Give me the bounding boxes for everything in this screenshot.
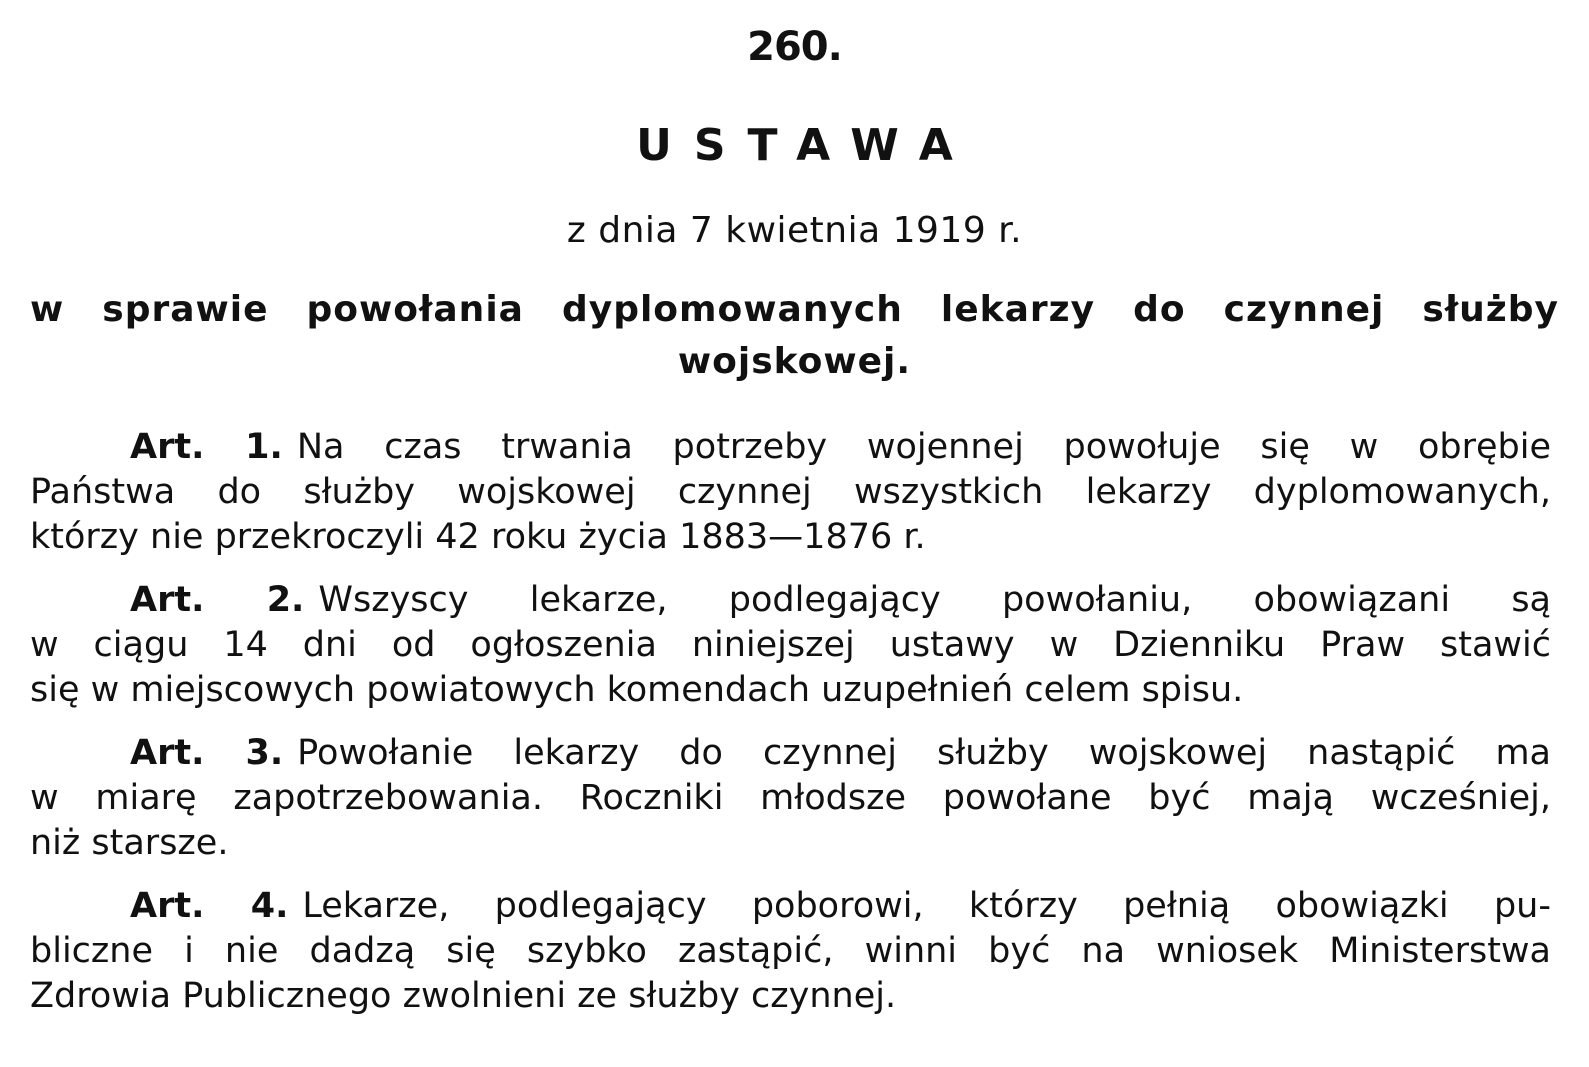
act-subject-line-2: wojskowej. (677, 341, 912, 382)
act-subject (30, 284, 1559, 388)
article-label: Art. 3. (130, 733, 284, 773)
act-title: USTAWA (636, 120, 975, 171)
article-1 (30, 425, 1551, 560)
article-line: Państwa do służby wojskowej czynnej wszystkich lekarzy dyplomowanych, (30, 472, 1551, 512)
article-line: Zdrowia Publicznego zwolnieni ze służby czynnej. (30, 976, 897, 1016)
article-line: w ciągu 14 dni od ogłoszenia niniejszej ustawy w Dzienniku Praw stawić (30, 625, 1551, 665)
article-text: Na czas trwania potrzeby wojennej powołuje się w obrębie (296, 427, 1551, 467)
document-number: 260. (747, 24, 842, 70)
article-line: w miarę zapotrzebowania. Roczniki młodsze powołane być mają wcześniej, (30, 778, 1551, 818)
act-date: z dnia 7 kwietnia 1919 r. (566, 210, 1023, 251)
article-line (30, 425, 1551, 470)
article-line: się w miejscowych powiatowych komendach uzupełnień celem spisu. (30, 670, 1244, 710)
articles-list (30, 425, 1551, 1037)
article-text: Powołanie lekarzy do czynnej służby wojskowej nastąpić ma (297, 733, 1551, 773)
article-line (30, 578, 1551, 623)
article-2 (30, 578, 1551, 713)
article-label: Art. 1. (130, 427, 283, 467)
article-line: którzy nie przekroczyli 42 roku życia 1883—1876 r. (30, 517, 926, 557)
article-text: Lekarze, podlegający poborowi, którzy pełnią obowiązki pu- (302, 886, 1551, 926)
article-label: Art. 4. (130, 886, 289, 926)
article-line: bliczne i nie dadzą się szybko zastąpić, winni być na wniosek Ministerstwa (30, 931, 1551, 971)
article-line: niż starsze. (30, 823, 229, 863)
article-text: Wszyscy lekarze, podlegający powołaniu, obowiązani są (318, 580, 1551, 620)
article-line (30, 731, 1551, 776)
article-line (30, 884, 1551, 929)
article-label: Art. 2. (130, 580, 305, 620)
article-3 (30, 731, 1551, 866)
act-subject-line-1: w sprawie powołania dyplomowanych lekarzy do czynnej służby (30, 289, 1559, 330)
article-4 (30, 884, 1551, 1019)
